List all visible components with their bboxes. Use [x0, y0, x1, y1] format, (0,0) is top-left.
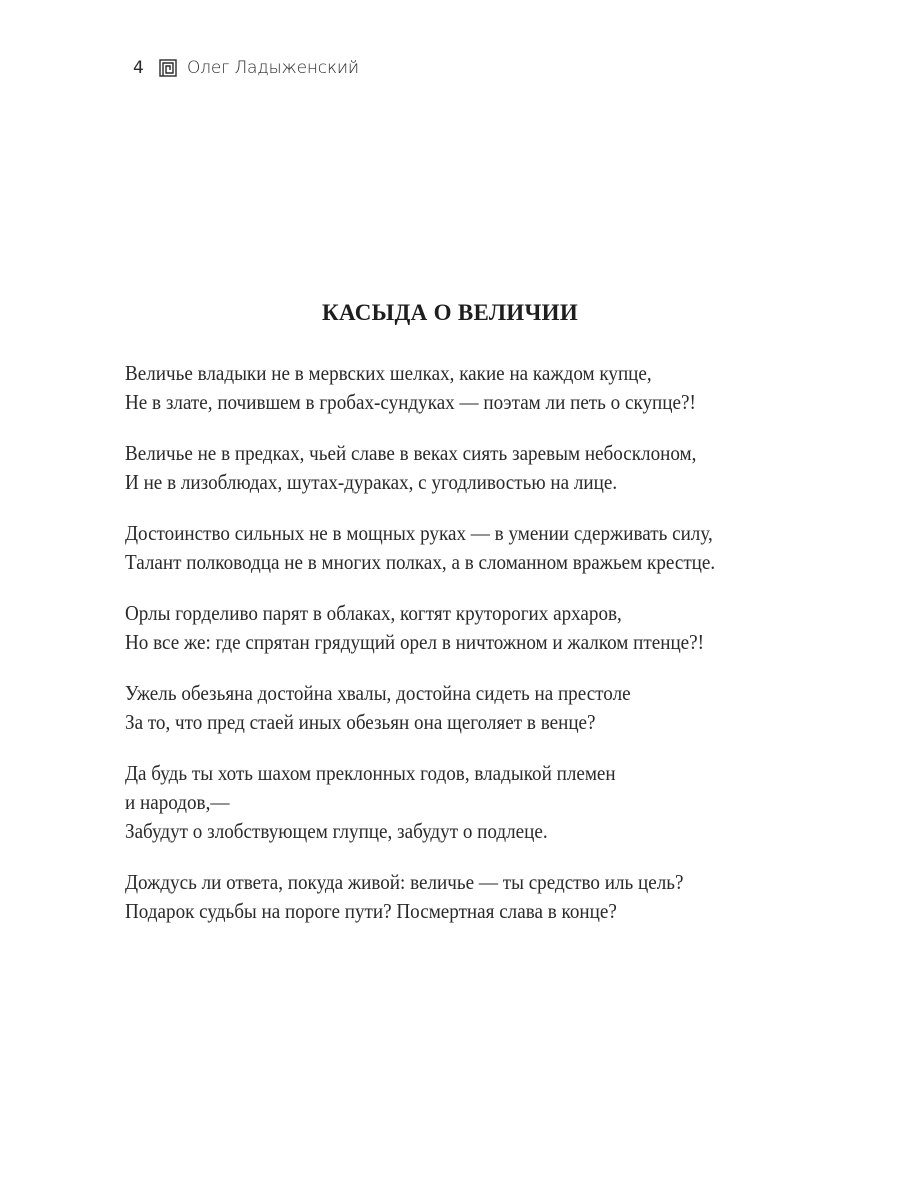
poem-line: За то, что пред стаей иных обезьян она щеголяет в венце?	[125, 710, 596, 734]
poem-line: Достоинство сильных не в мощных руках — в умении сдерживать силу,	[125, 521, 713, 545]
greek-key-ornament-icon	[159, 59, 177, 77]
poem-line: Да будь ты хоть шахом преклонных годов, владыкой племен	[125, 761, 616, 785]
stanza	[125, 359, 762, 417]
poem-line: Величье владыки не в мервских шелках, какие на каждом купце,	[125, 361, 652, 385]
stanza	[125, 868, 762, 926]
poem-title: КАСЫДА О ВЕЛИЧИИ	[321, 300, 579, 325]
poem-line: Величье не в предках, чьей славе в веках сиять заревым небосклоном,	[125, 441, 697, 465]
poem-line: Подарок судьбы на пороге пути? Посмертная слава в конце?	[125, 899, 617, 923]
poem-line: Орлы горделиво парят в облаках, когтят круторогих архаров,	[125, 601, 622, 625]
page-number: 4	[133, 58, 144, 78]
stanza	[125, 519, 762, 577]
stanza	[125, 759, 762, 846]
running-head	[133, 56, 359, 80]
poem-line: Ужель обезьяна достойна хвалы, достойна сидеть на престоле	[125, 681, 631, 705]
poem-line: Талант полководца не в многих полках, а в сломанном вражьем крестце.	[125, 550, 716, 574]
poem-line: и народов,—	[125, 790, 230, 814]
poem-line: Не в злате, почившем в гробах-сундуках — поэтам ли петь о скупце?!	[125, 390, 696, 414]
author-name: Олег Ладыженский	[187, 58, 359, 78]
stanza	[125, 599, 762, 657]
poem-body	[125, 359, 762, 948]
poem-line: Но все же: где спрятан грядущий орел в ничтожном и жалком птенце?!	[125, 630, 705, 654]
poem-line: Забудут о злобствующем глупце, забудут о подлеце.	[125, 819, 548, 843]
stanza	[125, 439, 762, 497]
poem-line: Дождусь ли ответа, покуда живой: величье — ты средство иль цель?	[125, 870, 684, 894]
stanza	[125, 679, 762, 737]
poem-line: И не в лизоблюдах, шутах-дураках, с угодливостью на лице.	[125, 470, 618, 494]
